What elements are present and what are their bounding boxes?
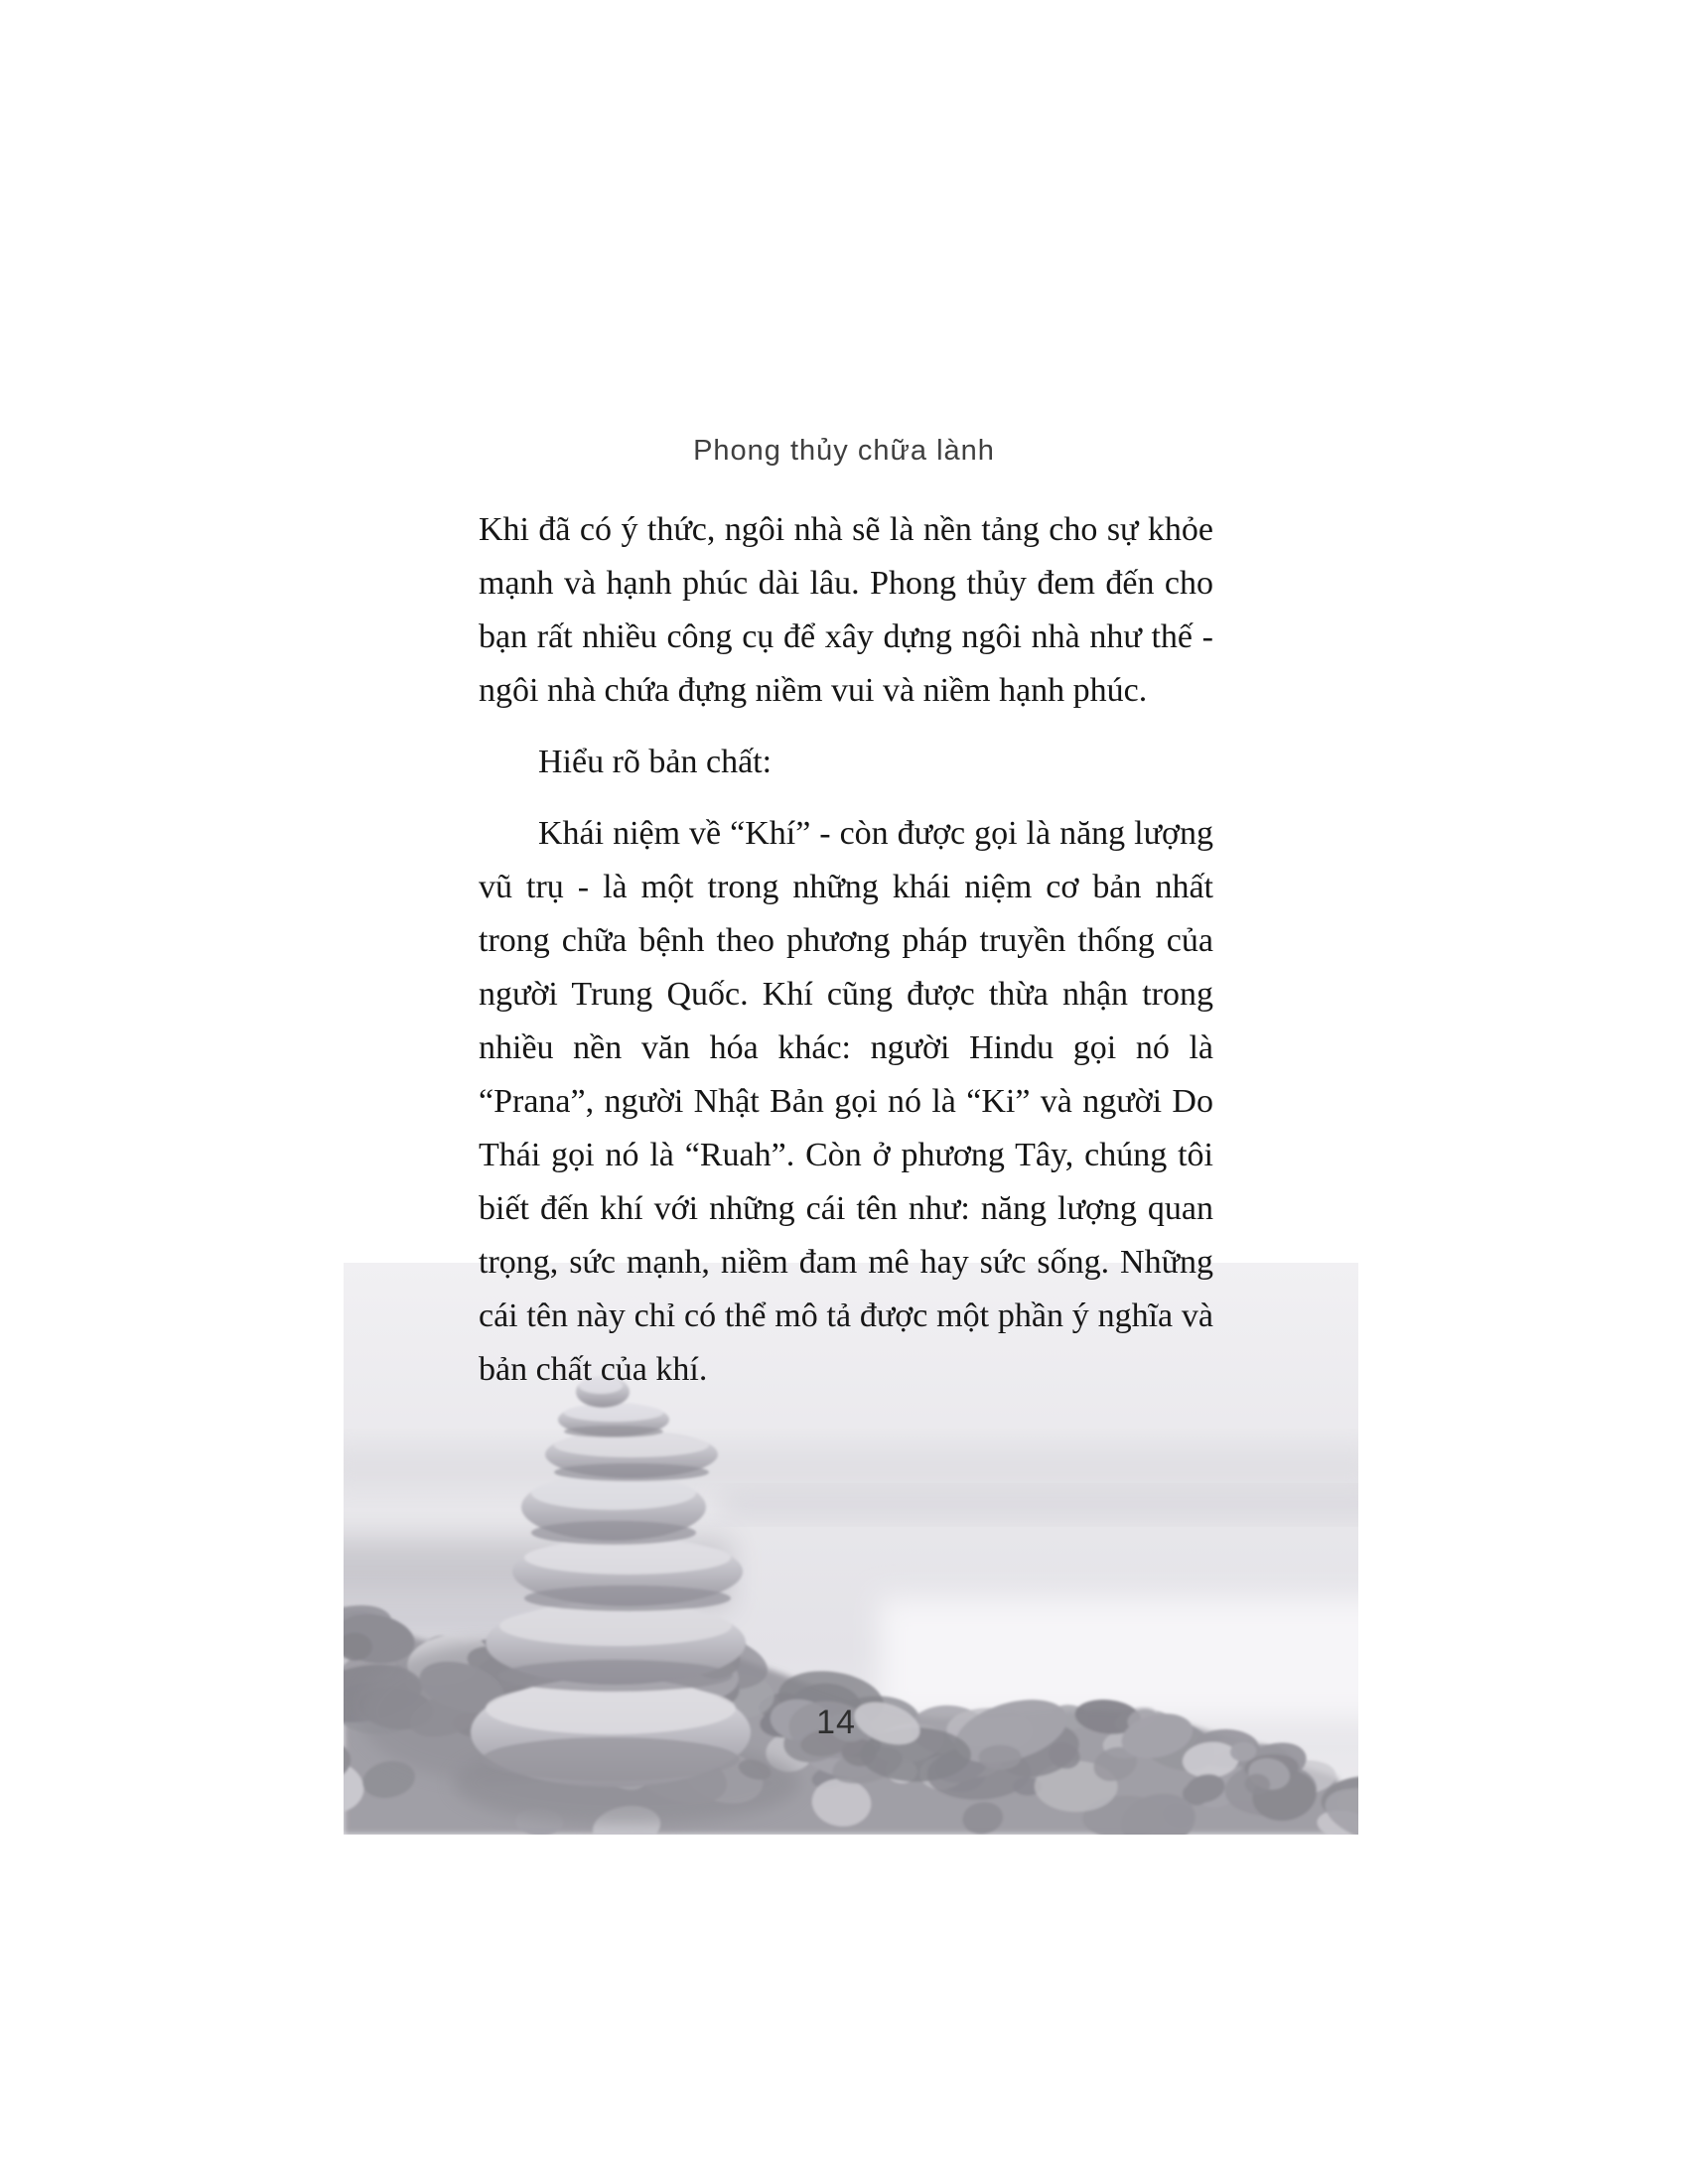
paragraph: Khái niệm về “Khí” - còn được gọi là năng lượng vũ trụ - là một trong những khái niệm cơ bản nhất trong chữa bệnh theo phương pháp truyền thống của người Trung Quốc. Khí cũng được thừa nhận trong nhiều nền văn hóa khác: người Hindu gọi nó là “Prana”, người Nhật Bản gọi nó là “Ki” và người Do Thái gọi nó là “Ruah”. Còn ở phương Tây, chúng tôi biết đến khí với những cái tên như: năng lượng quan trọng, sức mạnh, niềm đam mê hay sức sống. Những cái tên này chỉ có thể mô tả được một phần ý nghĩa và bản chất của khí.: [479, 815, 1213, 1388]
paragraph: Khi đã có ý thức, ngôi nhà sẽ là nền tảng cho sự khỏe mạnh và hạnh phúc dài lâu. Phong thủy đem đến cho bạn rất nhiều công cụ để xây dựng ngôi nhà như thế - ngôi nhà chứa đựng niềm vui và niềm hạnh phúc.: [479, 511, 1213, 709]
stone-2: [558, 1403, 669, 1437]
body-text: [479, 503, 1213, 1397]
stone-3: [545, 1431, 718, 1481]
paragraph: Hiểu rõ bản chất:: [538, 744, 773, 780]
stone-4: [521, 1473, 706, 1545]
running-header: Phong thủy chữa lành: [693, 435, 995, 467]
page-number: 14: [816, 1704, 856, 1741]
stone-6: [486, 1601, 746, 1692]
stone-5: [512, 1537, 743, 1611]
